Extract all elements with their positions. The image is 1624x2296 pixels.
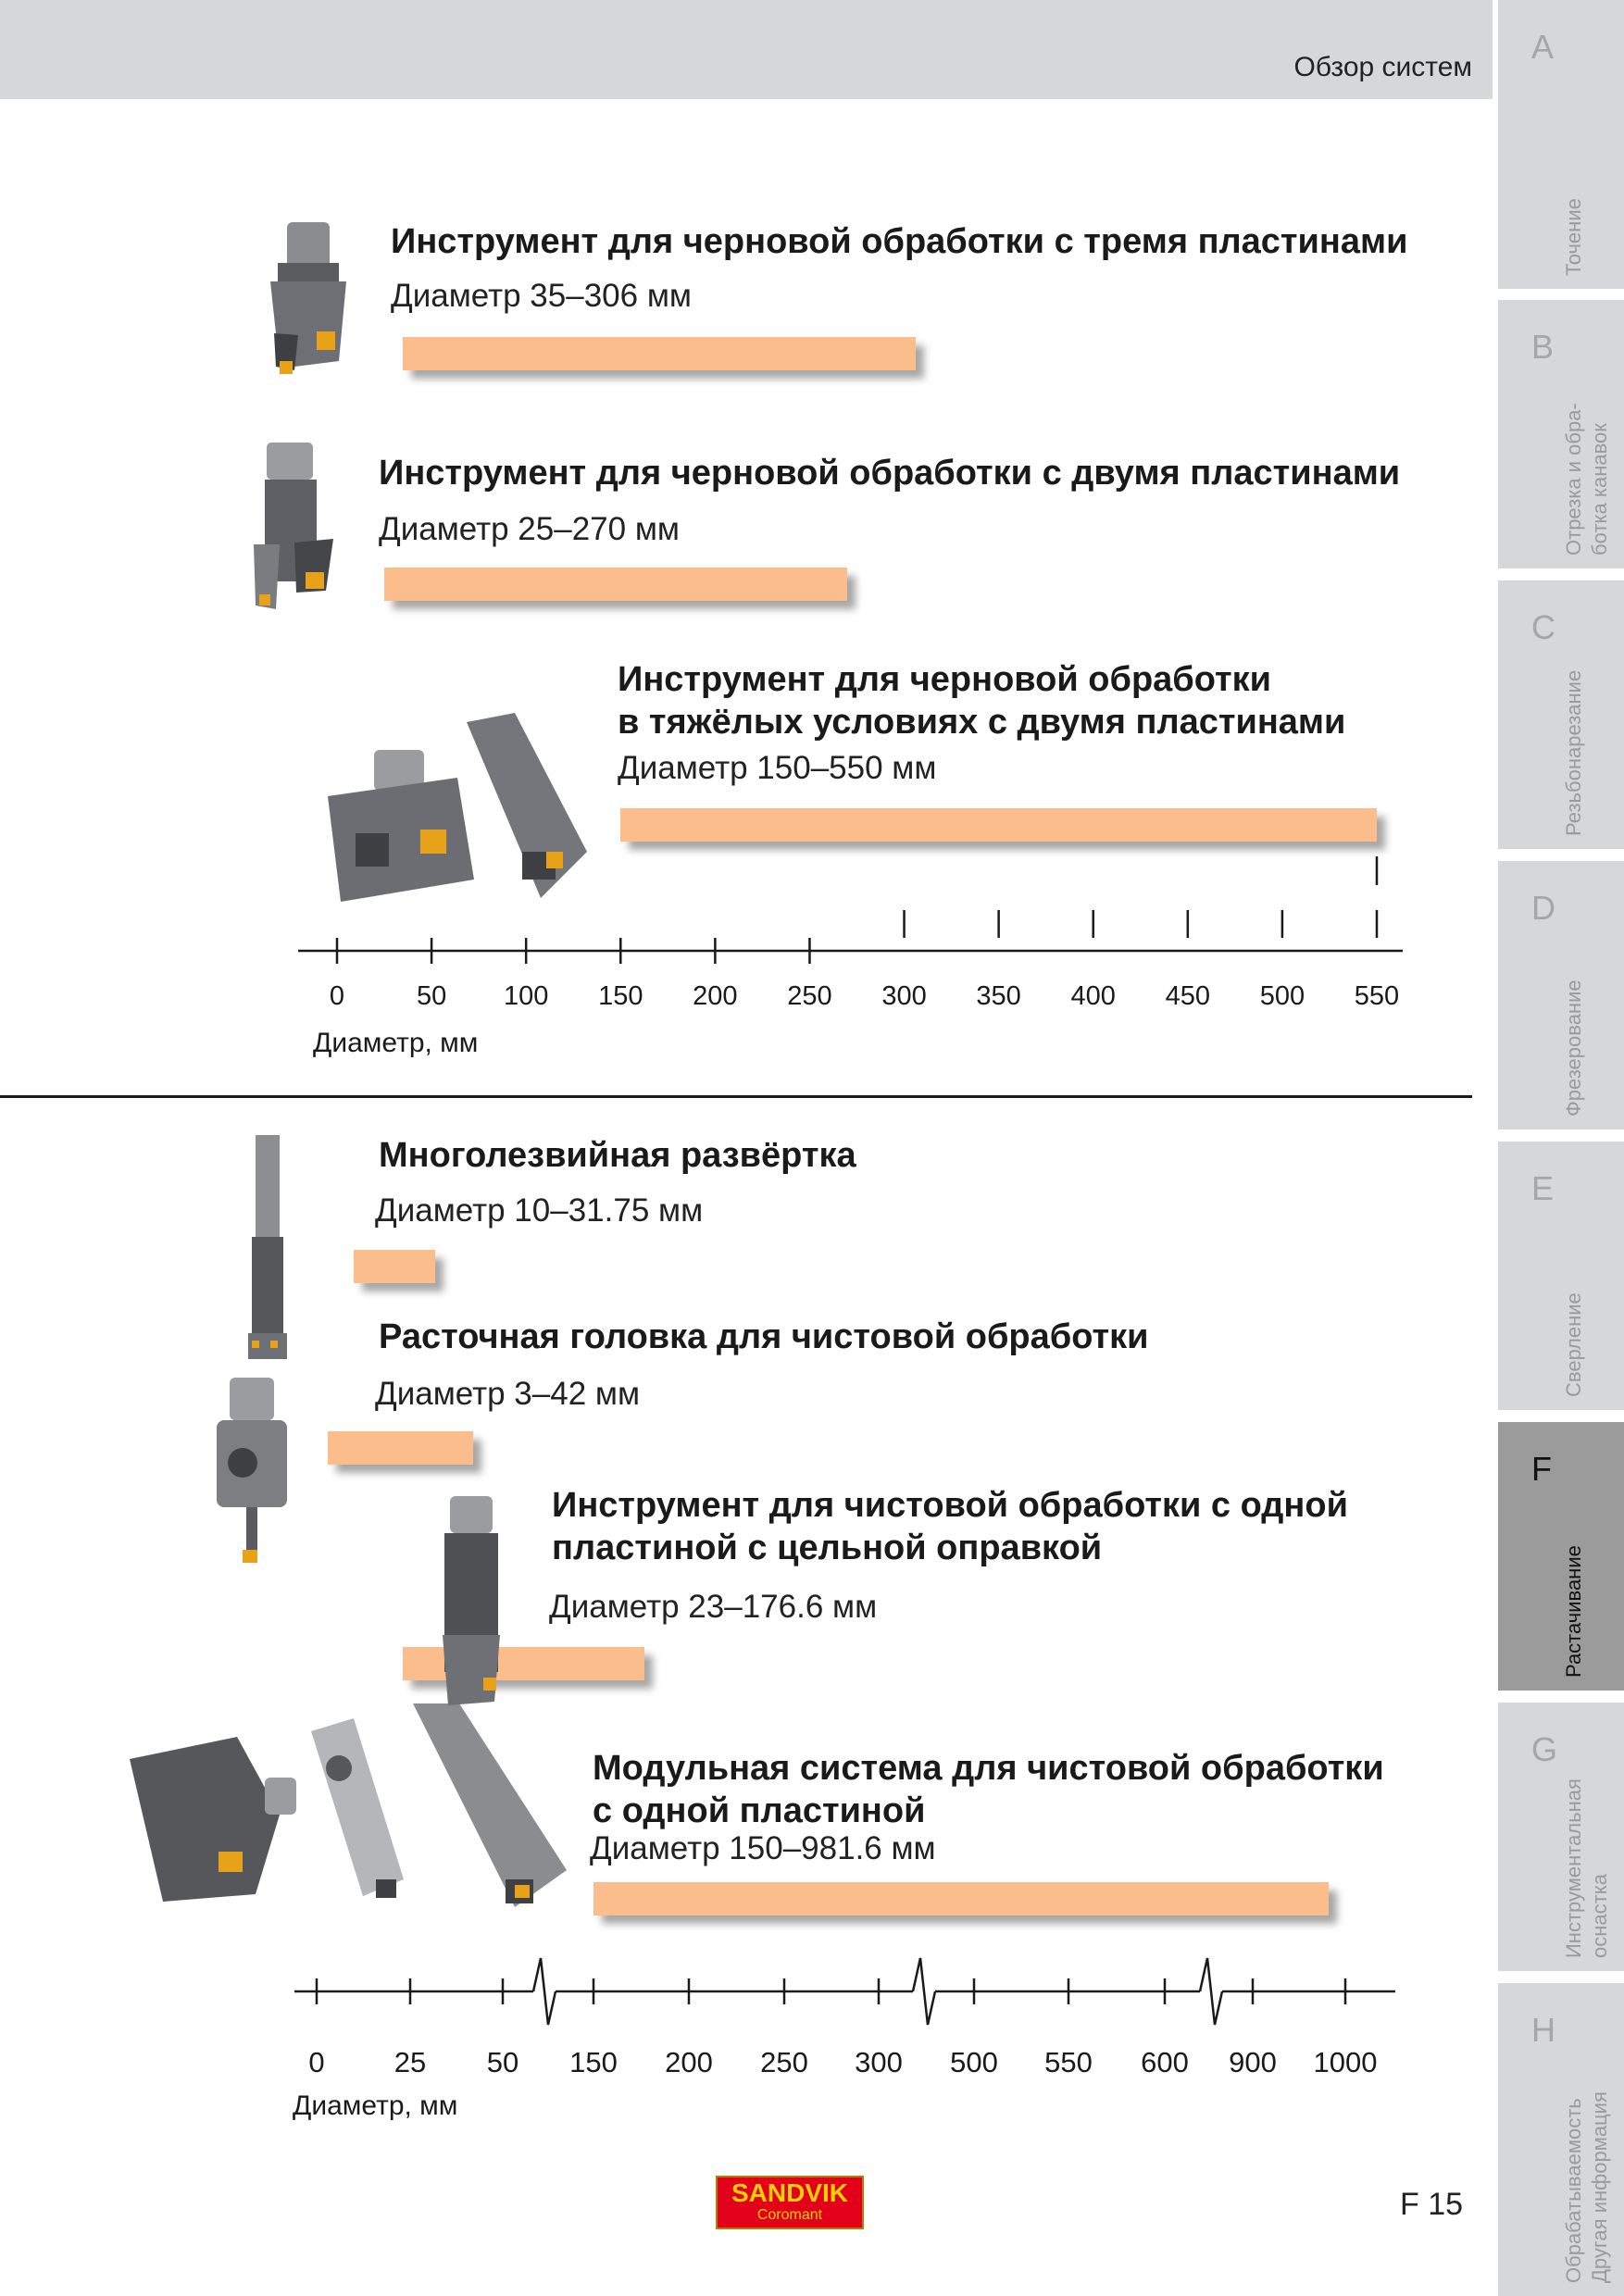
tool-title: Инструмент для чистовой обработки с одной пластиной с цельной оправкой bbox=[552, 1486, 1348, 1567]
tick-label: 50 bbox=[486, 2046, 519, 2078]
tick-label: 350 bbox=[976, 981, 1021, 1011]
tab-letter: G bbox=[1531, 1730, 1558, 1768]
tab-letter: C bbox=[1531, 608, 1555, 646]
tick-label: 300 bbox=[881, 981, 927, 1011]
tool-title: Модульная система для чистовой обработки с одной пластиной bbox=[593, 1749, 1384, 1830]
tool-diameter: Диаметр 35–306 мм bbox=[391, 278, 692, 314]
tool-diameter: Диаметр 25–270 мм bbox=[379, 511, 680, 547]
tab-label: Отрезка и обра- ботка канавок bbox=[1562, 403, 1611, 555]
tick-label: 550 bbox=[1354, 981, 1400, 1011]
tick-label: 1000 bbox=[1313, 2046, 1378, 2078]
logo-text: SANDVIK bbox=[731, 2178, 848, 2207]
axis-title: Диаметр, мм bbox=[313, 1028, 479, 1058]
tab-letter: F bbox=[1531, 1450, 1552, 1488]
tab-letter: B bbox=[1531, 328, 1555, 366]
tab-letter: E bbox=[1531, 1169, 1555, 1207]
tab-label: Фрезерование bbox=[1562, 980, 1585, 1117]
tool-diameter: Диаметр 150–981.6 мм bbox=[590, 1830, 936, 1866]
tab-label: Сверление bbox=[1562, 1292, 1585, 1397]
tab-label: Точение bbox=[1562, 198, 1585, 276]
tick-label: 100 bbox=[503, 981, 549, 1011]
tick-label: 250 bbox=[787, 981, 832, 1011]
tick-label: 300 bbox=[855, 2046, 903, 2078]
tool-diameter: Диаметр 150–550 мм bbox=[618, 750, 937, 786]
tick-label: 50 bbox=[416, 981, 447, 1011]
tick-label: 200 bbox=[693, 981, 738, 1011]
axis-break bbox=[533, 1958, 556, 2025]
tick-label: 450 bbox=[1165, 981, 1210, 1011]
tool-title: Многолезвийная развёртка bbox=[379, 1136, 856, 1175]
page-number: F 15 bbox=[1400, 2187, 1464, 2222]
tab-letter: H bbox=[1531, 2011, 1555, 2049]
sandvik-coromant-logo bbox=[716, 2176, 864, 2229]
tab-label: Растачивание bbox=[1562, 1545, 1585, 1678]
tool-title: Инструмент для черновой обработки с двумя пластинами bbox=[379, 454, 1401, 493]
axis-break bbox=[913, 1958, 935, 2025]
axis-break bbox=[1200, 1958, 1222, 2025]
tool-title: Инструмент для черновой обработки с тремя пластинами bbox=[391, 222, 1408, 261]
tool-title: Инструмент для черновой обработки в тяжёлых условиях с двумя пластинами bbox=[618, 660, 1346, 742]
finishing-diameter-axis bbox=[294, 1958, 1395, 2025]
tick-label: 25 bbox=[394, 2046, 427, 2078]
page-header-title: Обзор систем bbox=[1293, 52, 1472, 82]
tick-label: 150 bbox=[569, 2046, 618, 2078]
tick-label: 600 bbox=[1141, 2046, 1189, 2078]
tick-label: 250 bbox=[760, 2046, 808, 2078]
tab-label: Резьбонарезание bbox=[1562, 669, 1585, 836]
roughing-diameter-axis bbox=[298, 856, 1403, 964]
tool-diameter: Диаметр 3–42 мм bbox=[375, 1376, 641, 1412]
tick-label: 900 bbox=[1229, 2046, 1277, 2078]
tick-label: 500 bbox=[1259, 981, 1305, 1011]
tab-letter: A bbox=[1531, 28, 1555, 66]
axis-title: Диаметр, мм bbox=[293, 2090, 458, 2121]
tick-label: 500 bbox=[950, 2046, 998, 2078]
tool-diameter: Диаметр 23–176.6 мм bbox=[549, 1589, 878, 1625]
tick-label: 0 bbox=[329, 981, 345, 1011]
tick-label: 0 bbox=[308, 2046, 325, 2078]
tick-label: 400 bbox=[1070, 981, 1116, 1011]
tab-label: Инструментальная оснастка bbox=[1562, 1778, 1611, 1958]
tool-diameter: Диаметр 10–31.75 мм bbox=[375, 1192, 704, 1229]
tick-label: 150 bbox=[598, 981, 643, 1011]
tab-letter: D bbox=[1531, 889, 1555, 927]
tick-label: 550 bbox=[1044, 2046, 1093, 2078]
tab-label: Обрабатываемость Другая информация bbox=[1562, 2091, 1611, 2283]
tick-label: 200 bbox=[665, 2046, 713, 2078]
tool-title: Расточная головка для чистовой обработки bbox=[379, 1317, 1149, 1356]
logo-subtext: Coromant bbox=[756, 2207, 823, 2223]
